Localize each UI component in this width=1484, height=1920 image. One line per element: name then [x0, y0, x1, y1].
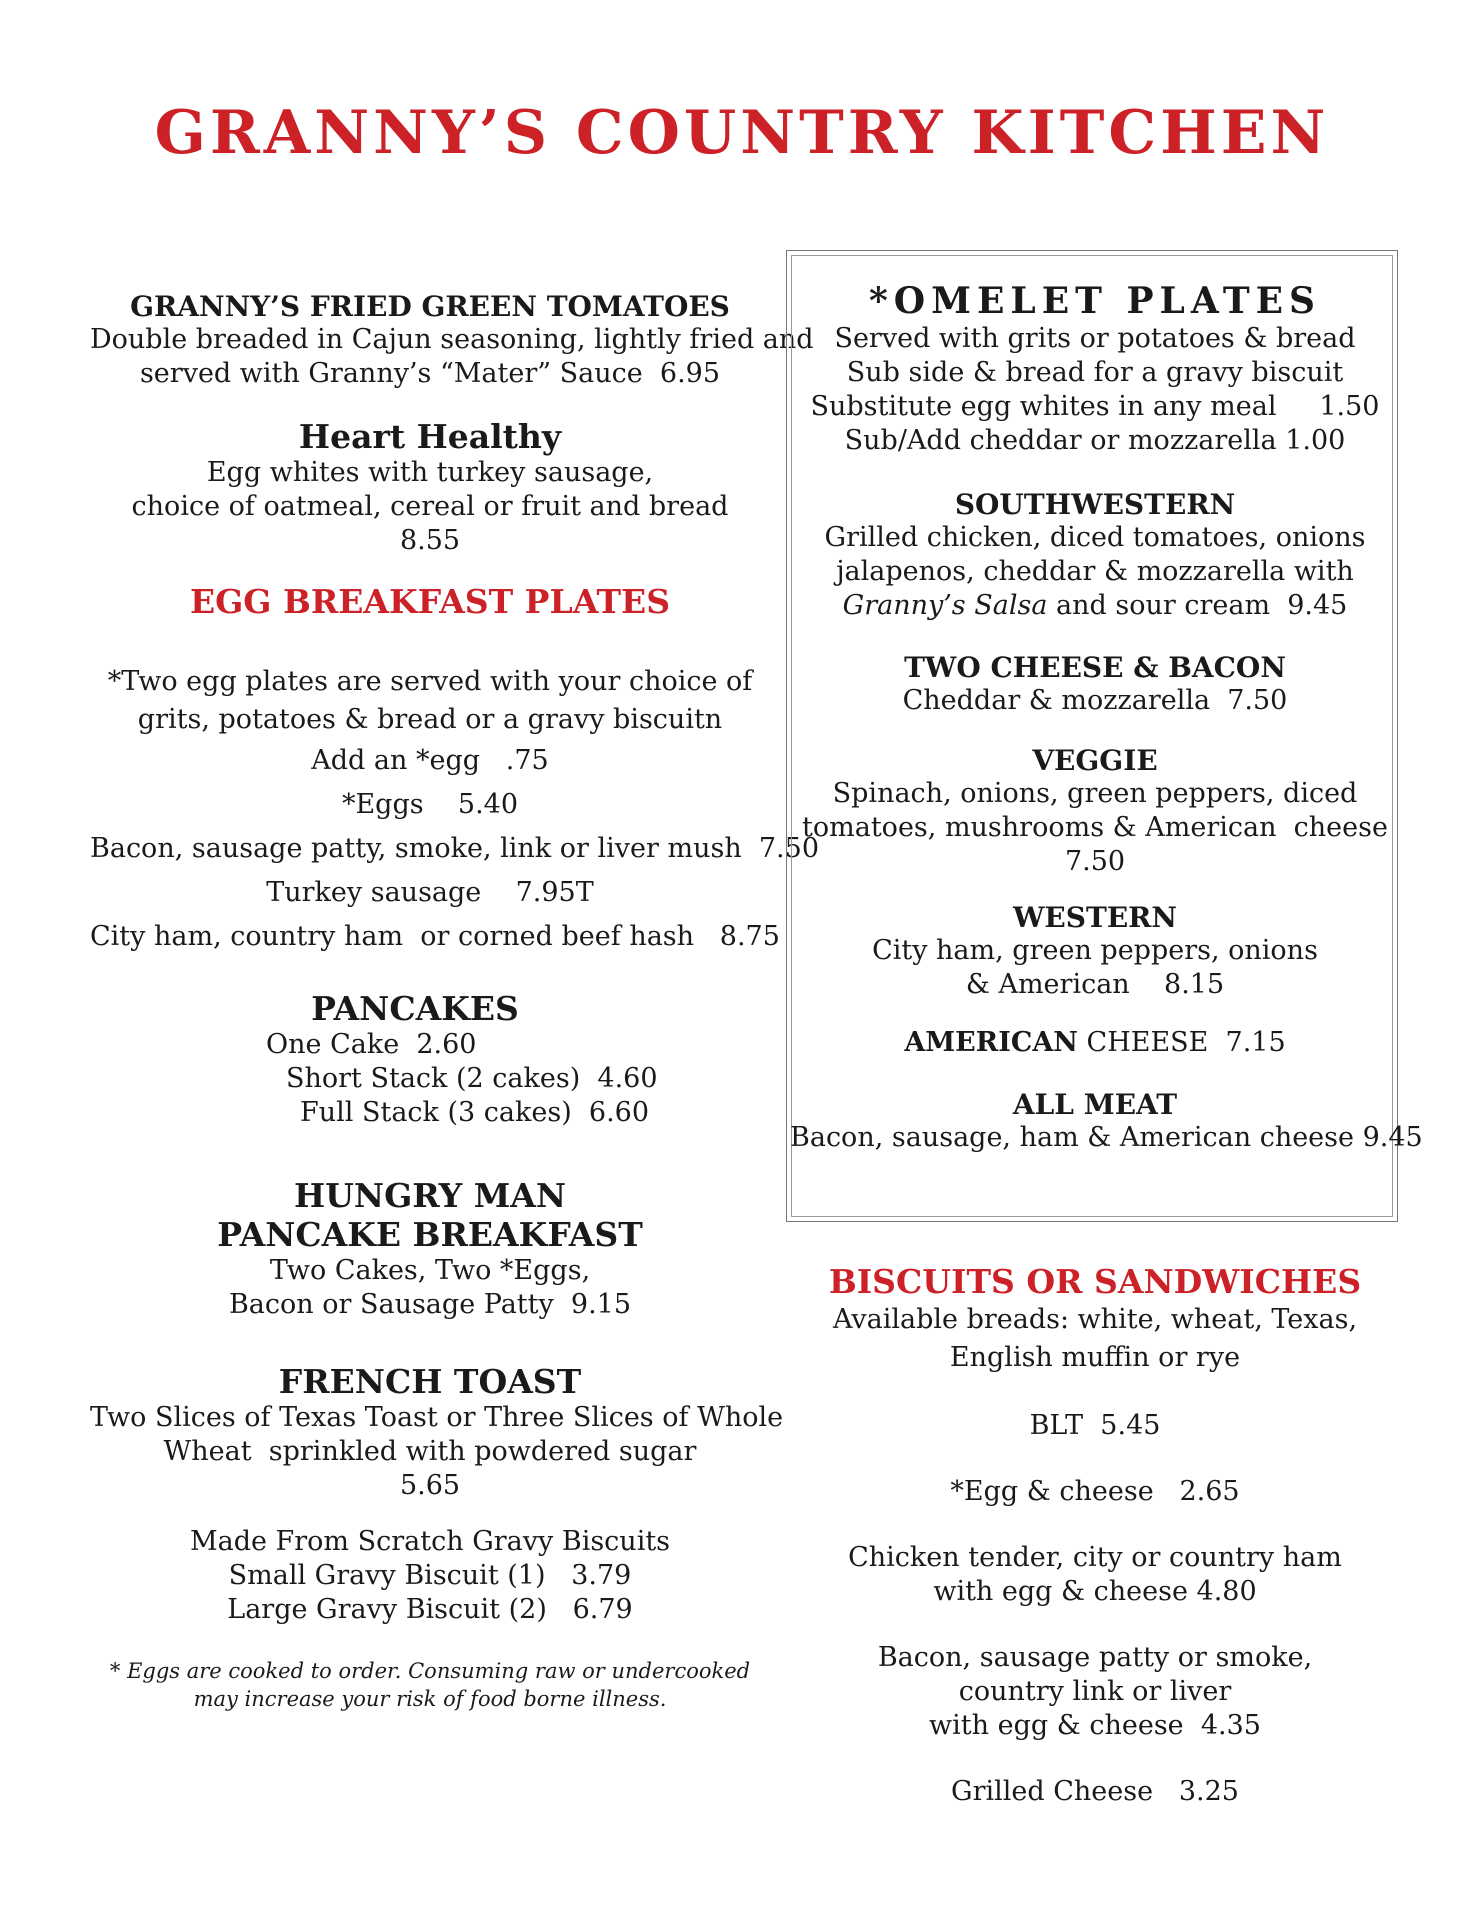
menu-item: [790, 1641, 1400, 1743]
biscuits-heading: BISCUITS OR SANDWICHES: [828, 1262, 1362, 1301]
disclaimer-line: * Eggs are cooked to order. Consuming raw or undercooked: [109, 1659, 751, 1683]
heart-healthy-section: [90, 417, 770, 558]
section-line: tomatoes, mushrooms & American cheese: [802, 812, 1388, 843]
section-line: Two Slices of Texas Toast or Three Slices of Whole: [90, 1402, 784, 1433]
american-heading: AMERICAN: [904, 1027, 1078, 1058]
section-line: Available breads: white, wheat, Texas,: [832, 1304, 1358, 1335]
section-line: English muffin or rye: [949, 1342, 1241, 1373]
section-line: Bacon, sausage, ham & American cheese 9.45: [790, 1122, 1423, 1153]
menu-item: One Cake 2.60: [266, 1029, 477, 1060]
section-line: 5.65: [399, 1470, 461, 1501]
menu-item: Full Stack (3 cakes) 6.60: [300, 1097, 650, 1128]
menu-item: Large Gravy Biscuit (2) 6.79: [227, 1594, 633, 1625]
section-line: jalapenos, cheddar & mozzarella with: [836, 556, 1354, 587]
all-meat-omelet: [790, 1088, 1423, 1155]
section-line: choice of oatmeal, cereal or fruit and bread: [131, 491, 729, 522]
all-meat-heading: ALL MEAT: [1012, 1088, 1178, 1121]
southwestern-heading: SOUTHWESTERN: [954, 488, 1236, 521]
left-column: [90, 290, 819, 1713]
section-line: Spinach, onions, green peppers, diced: [832, 778, 1358, 809]
american-cheese-omelet: [790, 1026, 1400, 1060]
menu-item: [790, 1541, 1400, 1609]
section-line: & American 8.15: [965, 969, 1225, 1000]
two-cheese-heading: TWO CHEESE & BACON: [904, 651, 1286, 684]
section-line: Wheat sprinkled with powdered sugar: [163, 1436, 697, 1467]
hungry-man-section: [90, 1176, 770, 1322]
section-line: Substitute egg whites in any meal 1.50: [810, 391, 1380, 422]
menu-item: Grilled Cheese 3.25: [951, 1776, 1239, 1807]
section-line: Cheddar & mozzarella 7.50: [902, 685, 1288, 716]
pancakes-heading: PANCAKES: [311, 989, 519, 1028]
egg-plates-heading: EGG BREAKFAST PLATES: [189, 582, 671, 621]
fried-green-tomatoes-heading: GRANNY’S FRIED GREEN TOMATOES: [130, 290, 730, 323]
section-line: 7.50: [1064, 846, 1126, 877]
salsa-name: Granny’s Salsa: [842, 590, 1048, 621]
menu-item: City ham, country ham or corned beef hash 8.75: [90, 921, 780, 952]
section-line: Sub side & bread for a gravy biscuit: [846, 357, 1344, 388]
section-line: Double breaded in Cajun seasoning, lightly fried and: [90, 324, 814, 355]
section-line: *Two egg plates are served with your choice of: [107, 666, 753, 697]
western-omelet: [790, 901, 1400, 1002]
menu-item: Turkey sausage 7.95T: [266, 877, 594, 908]
section-line: 8.55: [399, 525, 461, 556]
american-rest: CHEESE 7.15: [1077, 1027, 1286, 1058]
heart-healthy-heading: Heart Healthy: [298, 417, 562, 456]
omelet-plates-heading: *OMELET PLATES: [868, 280, 1322, 322]
egg-disclaimer: [90, 1657, 770, 1713]
section-line: City ham, green peppers, onions: [872, 935, 1318, 966]
section-line: Grilled chicken, diced tomatoes, onions: [824, 522, 1366, 553]
menu-item: *Eggs 5.40: [341, 789, 519, 820]
menu-item: Small Gravy Biscuit (1) 3.79: [228, 1560, 632, 1591]
fried-green-tomatoes-section: [90, 290, 814, 391]
veggie-omelet: [790, 744, 1400, 879]
menu-item: Bacon, sausage patty, smoke, link or liver mush 7.50: [90, 833, 819, 864]
section-line: Chicken tender, city or country ham: [848, 1542, 1342, 1573]
section-line: Served with grits or potatoes & bread: [834, 323, 1356, 354]
western-heading: WESTERN: [1012, 901, 1178, 934]
egg-plates-section: [90, 582, 819, 959]
section-line: grits, potatoes & bread or a gravy biscuitn: [137, 704, 723, 735]
gravy-biscuits-section: [90, 1525, 770, 1627]
section-line: [790, 589, 1400, 623]
southwestern-omelet: [790, 488, 1400, 623]
hungry-man-subheading: PANCAKE BREAKFAST: [217, 1215, 643, 1254]
biscuits-section: [790, 1262, 1400, 1809]
salsa-rest: and sour cream 9.45: [1047, 590, 1348, 621]
french-toast-section: [90, 1362, 784, 1503]
section-line: country link or liver: [958, 1676, 1232, 1707]
omelet-plates-section: [790, 280, 1423, 1155]
section-line: Two Cakes, Two *Eggs,: [269, 1255, 591, 1286]
section-line: Egg whites with turkey sausage,: [206, 457, 654, 488]
hungry-man-heading: HUNGRY MAN: [293, 1176, 567, 1215]
page-title: GRANNY’S COUNTRY KITCHEN: [154, 98, 1330, 168]
two-cheese-omelet: [790, 651, 1400, 718]
french-toast-heading: FRENCH TOAST: [278, 1362, 582, 1401]
section-line: served with Granny’s “Mater” Sauce 6.95: [139, 358, 721, 389]
section-line: with egg & cheese 4.80: [933, 1576, 1257, 1607]
section-line: Bacon or Sausage Patty 9.15: [228, 1289, 632, 1320]
section-line: Sub/Add cheddar or mozzarella 1.00: [844, 425, 1346, 456]
menu-item: Add an *egg .75: [311, 745, 549, 776]
menu-item: *Egg & cheese 2.65: [950, 1476, 1240, 1507]
menu-item: Short Stack (2 cakes) 4.60: [286, 1063, 658, 1094]
veggie-heading: VEGGIE: [1032, 744, 1158, 777]
disclaimer-line: may increase your risk of food borne illness.: [193, 1687, 667, 1711]
section-line: Bacon, sausage patty or smoke,: [877, 1642, 1313, 1673]
section-line: with egg & cheese 4.35: [929, 1710, 1261, 1741]
pancakes-section: [90, 989, 770, 1130]
section-line: Made From Scratch Gravy Biscuits: [189, 1526, 671, 1557]
menu-item: BLT 5.45: [1029, 1410, 1161, 1441]
